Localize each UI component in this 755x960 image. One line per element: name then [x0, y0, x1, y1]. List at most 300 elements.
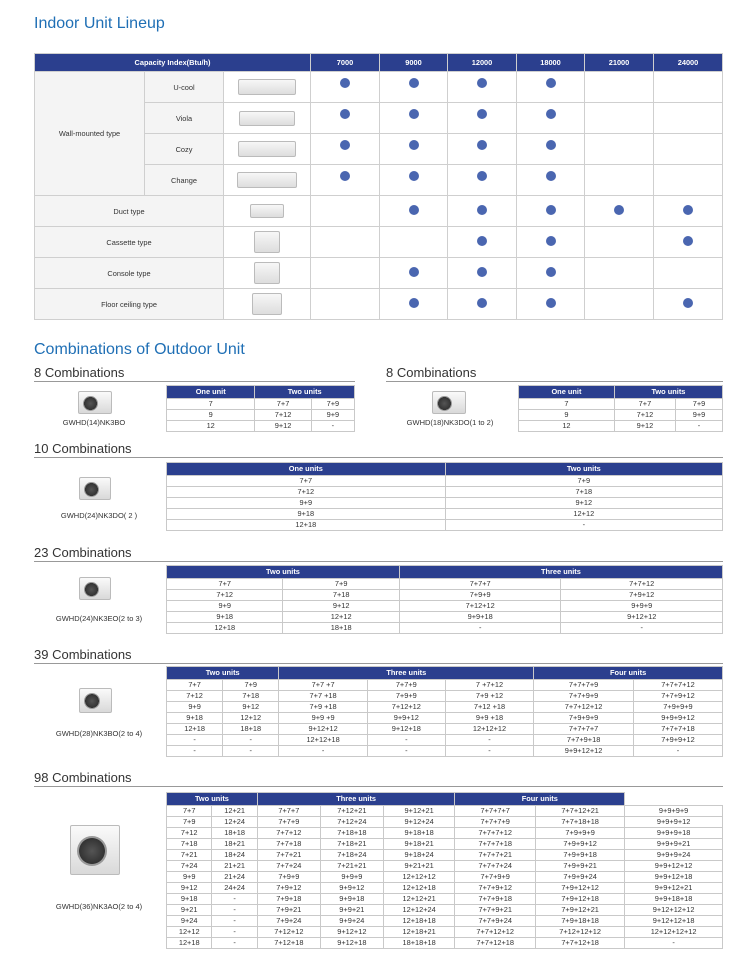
combination-cell: 7+7+7+7	[534, 724, 634, 735]
combination-cell: 9+18	[167, 612, 283, 623]
combination-cell: 12+12+12+12	[625, 927, 723, 938]
availability-cell	[585, 72, 654, 103]
availability-cell	[311, 103, 380, 134]
capacity-header: Capacity Index(Btu/h)	[35, 54, 311, 72]
table-row	[519, 421, 723, 432]
combination-cell: 9+9 +18	[445, 713, 534, 724]
combination-cell: 9+21	[167, 905, 212, 916]
capacity-9000: 9000	[380, 54, 448, 72]
table-row	[167, 520, 723, 531]
combination-cell: 7+18	[167, 839, 212, 850]
combination-cell: 9+12	[445, 498, 722, 509]
availability-cell	[585, 134, 654, 165]
group-header: Two units	[167, 793, 258, 806]
model-name: GWHD(36)NK3AO(2 to 4)	[55, 902, 143, 911]
combination-cell: 7+7+18	[257, 839, 320, 850]
group-header: Two units	[167, 667, 279, 680]
availability-cell	[517, 289, 585, 320]
combination-cell: 7+7+12	[257, 828, 320, 839]
availability-cell	[654, 258, 723, 289]
availability-cell	[585, 196, 654, 227]
combination-cell: 12+24	[212, 817, 257, 828]
combination-cell: 7+7	[167, 476, 446, 487]
available-dot-icon	[477, 140, 487, 150]
combination-cell: 7+9+18+18	[536, 916, 625, 927]
combination-cell: 7+9+24	[257, 916, 320, 927]
combination-cell: 9+12	[167, 883, 212, 894]
available-dot-icon	[546, 171, 556, 181]
availability-cell	[380, 103, 448, 134]
availability-cell	[448, 72, 517, 103]
combination-cell: 7+7+7+21	[455, 850, 536, 861]
combination-cell: 7+9	[223, 680, 279, 691]
combination-cell: 7+9 +18	[279, 702, 368, 713]
combination-cell: 9+12+12+18	[625, 916, 723, 927]
group-header: Two units	[167, 566, 400, 579]
combination-cell: 7+7+7+9	[455, 817, 536, 828]
available-dot-icon	[340, 171, 350, 181]
availability-cell	[380, 196, 448, 227]
table-row	[167, 590, 723, 601]
combination-cell: 18+18+18	[383, 938, 455, 949]
combination-cell: 7+9+9+18	[536, 850, 625, 861]
combination-cell: 7+9+9+12	[633, 735, 722, 746]
availability-cell	[448, 258, 517, 289]
combination-cell: 9+9+12+18	[625, 872, 723, 883]
combination-cell: 9+12+18	[320, 938, 383, 949]
availability-cell	[654, 196, 723, 227]
combination-cell: 7+7+7+12	[633, 680, 722, 691]
combination-cell: -	[212, 894, 257, 905]
combination-cell: 7+7+7+9	[534, 680, 634, 691]
combination-cell: -	[445, 746, 534, 757]
combination-table	[166, 565, 723, 634]
available-dot-icon	[477, 298, 487, 308]
combination-cell: 18+18	[212, 828, 257, 839]
combination-cell: 12+12	[167, 927, 212, 938]
outdoor-unit-image	[78, 391, 112, 414]
combination-cell: 7+7+18+18	[536, 817, 625, 828]
combination-cell: 7+9+9+9	[534, 713, 634, 724]
available-dot-icon	[409, 298, 419, 308]
available-dot-icon	[409, 109, 419, 119]
lineup-row	[35, 72, 723, 103]
combination-cell: 9+9+18	[399, 612, 561, 623]
combination-cell: -	[212, 938, 257, 949]
combination-cell: 9+12	[255, 421, 311, 432]
combination-cell: 9+9	[676, 410, 723, 421]
available-dot-icon	[409, 267, 419, 277]
combination-cell: 18+24	[212, 850, 257, 861]
outdoor-unit-image	[432, 391, 466, 414]
combination-cell: 7+21	[167, 850, 212, 861]
combination-cell: 18+18	[223, 724, 279, 735]
table-row	[167, 850, 723, 861]
table-row	[519, 410, 723, 421]
combination-cell: 7+7 +18	[279, 691, 368, 702]
available-dot-icon	[340, 109, 350, 119]
combination-cell: 9+9+9+12	[633, 713, 722, 724]
combination-cell: 7+7+12	[561, 579, 723, 590]
block-title: 23 Combinations	[34, 545, 132, 560]
combination-cell: 12+12+18	[279, 735, 368, 746]
table-row	[167, 691, 723, 702]
table-row	[167, 579, 723, 590]
availability-cell	[311, 289, 380, 320]
combination-cell: 9+9+12+21	[625, 883, 723, 894]
table-row	[167, 927, 723, 938]
combination-cell: 7+7	[614, 399, 675, 410]
combination-cell: 7+7+12+21	[536, 806, 625, 817]
combination-cell: 9+18+18	[383, 828, 455, 839]
availability-cell	[585, 103, 654, 134]
availability-cell	[654, 227, 723, 258]
combination-cell: 7+9+9	[257, 872, 320, 883]
group-header: One unit	[167, 386, 255, 399]
indoor-unit-lineup-table	[34, 53, 723, 320]
combination-cell: 7+7+7+18	[455, 839, 536, 850]
combination-cell: 7+7+9+24	[455, 916, 536, 927]
availability-cell	[448, 103, 517, 134]
combination-cell: 24+24	[212, 883, 257, 894]
availability-cell	[448, 289, 517, 320]
available-dot-icon	[340, 140, 350, 150]
model-name: GWHD(24)NK3DO( 2 )	[60, 511, 138, 520]
availability-cell	[585, 258, 654, 289]
table-row	[167, 601, 723, 612]
group-header: Two units	[255, 386, 355, 399]
combination-cell: 12+12+12	[383, 872, 455, 883]
combination-cell: 7+9+9+21	[536, 861, 625, 872]
lineup-row	[35, 196, 723, 227]
availability-cell	[380, 165, 448, 196]
table-row	[519, 399, 723, 410]
indoor-unit-image	[239, 111, 295, 126]
combination-cell: 7+9+12+21	[536, 905, 625, 916]
capacity-7000: 7000	[311, 54, 380, 72]
table-row	[167, 905, 723, 916]
combination-cell: 7+12	[167, 487, 446, 498]
availability-cell	[380, 289, 448, 320]
available-dot-icon	[477, 109, 487, 119]
combination-cell: 12+12+24	[383, 905, 455, 916]
combination-cell: 9+9+9+24	[625, 850, 723, 861]
combination-cell: 7+9	[311, 399, 354, 410]
combination-cell: -	[311, 421, 354, 432]
combination-cell: 7+7+7+24	[455, 861, 536, 872]
combination-cell: 7+9+12	[257, 883, 320, 894]
combination-cell: 7+18	[445, 487, 722, 498]
table-row	[167, 487, 723, 498]
combination-cell: 7+18+24	[320, 850, 383, 861]
table-row	[167, 612, 723, 623]
combination-cell: 9+12	[223, 702, 279, 713]
available-dot-icon	[683, 298, 693, 308]
availability-cell	[311, 72, 380, 103]
group-header: Four units	[534, 667, 723, 680]
combination-cell: 18+21	[212, 839, 257, 850]
unit-type-name: Floor ceiling type	[35, 289, 224, 320]
group-header: Two units	[614, 386, 722, 399]
combination-cell: 21+24	[212, 872, 257, 883]
combination-cell: 7+9+9	[399, 590, 561, 601]
outdoor-unit-image	[79, 477, 111, 500]
combination-cell: 12+18	[167, 724, 223, 735]
indoor-unit-image	[254, 231, 280, 253]
block-title: 39 Combinations	[34, 647, 132, 662]
table-row	[167, 806, 723, 817]
combination-cell: 12	[167, 421, 255, 432]
combination-cell: 7+7+7	[257, 806, 320, 817]
lineup-row	[35, 289, 723, 320]
availability-cell	[380, 227, 448, 258]
combination-cell: 9+9+12	[320, 883, 383, 894]
combination-cell: 7+7+7+18	[633, 724, 722, 735]
unit-type-name: U-cool	[145, 72, 224, 103]
combination-cell: 7+7+9+12	[455, 883, 536, 894]
combination-cell: 7+7+9	[367, 680, 445, 691]
combination-cell: 7+9+9+12	[536, 839, 625, 850]
availability-cell	[654, 289, 723, 320]
combination-cell: 7+7+9+12	[633, 691, 722, 702]
capacity-21000: 21000	[585, 54, 654, 72]
combination-cell: 9+9+12	[367, 713, 445, 724]
combination-cell: -	[399, 623, 561, 634]
block-title: 8 Combinations	[386, 365, 477, 380]
combination-cell: 9	[167, 410, 255, 421]
combination-cell: 7+21+21	[320, 861, 383, 872]
availability-cell	[654, 134, 723, 165]
availability-cell	[448, 134, 517, 165]
available-dot-icon	[683, 236, 693, 246]
combination-cell: 9+9+21	[320, 905, 383, 916]
availability-cell	[311, 258, 380, 289]
availability-cell	[517, 72, 585, 103]
combination-cell: 7+12+12+12	[536, 927, 625, 938]
combination-cell: -	[633, 746, 722, 757]
unit-type-name: Duct type	[35, 196, 224, 227]
unit-type-name: Console type	[35, 258, 224, 289]
combination-cell: 7+12+24	[320, 817, 383, 828]
combination-cell: -	[167, 735, 223, 746]
combination-cell: 18+18	[283, 623, 399, 634]
group-header: Four units	[455, 793, 625, 806]
availability-cell	[517, 227, 585, 258]
combination-table	[166, 462, 723, 531]
table-row	[167, 839, 723, 850]
available-dot-icon	[546, 298, 556, 308]
page-title: Indoor Unit Lineup	[34, 15, 165, 32]
table-row	[167, 916, 723, 927]
table-row	[167, 498, 723, 509]
indoor-unit-image	[237, 172, 297, 188]
combination-cell: 7+12+12	[367, 702, 445, 713]
combination-cell: 12+18	[167, 520, 446, 531]
combination-cell: 9+9+9+18	[625, 828, 723, 839]
capacity-18000: 18000	[517, 54, 585, 72]
available-dot-icon	[477, 171, 487, 181]
available-dot-icon	[477, 236, 487, 246]
combination-cell: 7+7+12+18	[536, 938, 625, 949]
combination-cell: 9+9 +9	[279, 713, 368, 724]
combination-cell: 7+12	[255, 410, 311, 421]
combination-cell: 7 +7+12	[445, 680, 534, 691]
table-row	[167, 476, 723, 487]
available-dot-icon	[409, 140, 419, 150]
combination-cell: 12+12	[283, 612, 399, 623]
availability-cell	[380, 134, 448, 165]
table-row	[167, 883, 723, 894]
combination-cell: 9+9	[167, 601, 283, 612]
combination-cell: 7+7	[167, 579, 283, 590]
table-row	[167, 713, 723, 724]
available-dot-icon	[340, 78, 350, 88]
model-name: GWHD(14)NK3BO	[62, 418, 126, 427]
combination-cell: 9+9	[167, 872, 212, 883]
lineup-row	[35, 258, 723, 289]
combination-cell: 7+9+12	[561, 590, 723, 601]
outdoor-unit-image	[70, 825, 120, 875]
combination-cell: 7+7+9	[257, 817, 320, 828]
group-header: Three units	[279, 667, 534, 680]
combination-cell: 7+9+12+18	[536, 894, 625, 905]
availability-cell	[517, 196, 585, 227]
combination-cell: -	[445, 735, 534, 746]
unit-type-name: Change	[145, 165, 224, 196]
combination-cell: 12+18+21	[383, 927, 455, 938]
block-title: 8 Combinations	[34, 365, 125, 380]
combination-table	[166, 666, 723, 757]
combination-cell: 9+18	[167, 509, 446, 520]
combination-table	[518, 385, 723, 432]
combination-cell: 7+9+9+9	[633, 702, 722, 713]
available-dot-icon	[546, 140, 556, 150]
combination-cell: 7+9	[167, 817, 212, 828]
group-header: One unit	[519, 386, 615, 399]
combination-cell: 9+12+12+12	[625, 905, 723, 916]
table-row	[167, 680, 723, 691]
combination-cell: 9+9+9	[320, 872, 383, 883]
availability-cell	[585, 165, 654, 196]
availability-cell	[448, 227, 517, 258]
combination-cell: 12+18+18	[383, 916, 455, 927]
combination-cell: -	[212, 927, 257, 938]
combination-cell: 7+7+9+18	[455, 894, 536, 905]
combination-cell: 7+7+9+9	[534, 691, 634, 702]
availability-cell	[585, 227, 654, 258]
combination-cell: 9+9	[311, 410, 354, 421]
combination-cell: 9+9+9	[561, 601, 723, 612]
combination-cell: 7+7+21	[257, 850, 320, 861]
combination-cell: -	[167, 746, 223, 757]
combination-table	[166, 385, 355, 432]
combination-cell: 12+12+21	[383, 894, 455, 905]
combination-cell: 7+7+9+18	[534, 735, 634, 746]
combination-cell: 9+12+18	[367, 724, 445, 735]
combination-cell: 9+12+24	[383, 817, 455, 828]
combination-cell: -	[279, 746, 368, 757]
combination-cell: 7+12	[167, 590, 283, 601]
combination-cell: 9+12+21	[383, 806, 455, 817]
available-dot-icon	[409, 205, 419, 215]
table-row	[167, 735, 723, 746]
table-row	[167, 399, 355, 410]
table-row	[167, 828, 723, 839]
combination-cell: 9+9+9+9	[625, 806, 723, 817]
available-dot-icon	[409, 171, 419, 181]
combination-cell: -	[676, 421, 723, 432]
group-header: Three units	[399, 566, 722, 579]
availability-cell	[517, 103, 585, 134]
combination-cell: 7+18+18	[320, 828, 383, 839]
group-header: Two units	[445, 463, 722, 476]
combination-cell: 7+7+12+12	[534, 702, 634, 713]
combination-cell: 7+12 +18	[445, 702, 534, 713]
lineup-row	[35, 227, 723, 258]
combination-cell: 7+9	[676, 399, 723, 410]
combination-cell: 12+12+12	[445, 724, 534, 735]
combination-cell: 7	[167, 399, 255, 410]
combination-cell: 9+9+24	[320, 916, 383, 927]
available-dot-icon	[477, 267, 487, 277]
available-dot-icon	[546, 267, 556, 277]
combination-cell: -	[212, 905, 257, 916]
availability-cell	[654, 103, 723, 134]
availability-cell	[311, 165, 380, 196]
available-dot-icon	[546, 78, 556, 88]
indoor-unit-image	[238, 79, 296, 95]
combination-cell: 9+9	[167, 702, 223, 713]
availability-cell	[448, 196, 517, 227]
table-row	[167, 938, 723, 949]
available-dot-icon	[546, 236, 556, 246]
combination-cell: 7+24	[167, 861, 212, 872]
combination-cell: 7+9	[445, 476, 722, 487]
combination-cell: -	[561, 623, 723, 634]
combination-cell: 9+12	[614, 421, 675, 432]
combination-cell: 7+9+9+9	[536, 828, 625, 839]
combination-cell: -	[445, 520, 722, 531]
combination-cell: 9+12+12	[279, 724, 368, 735]
combination-cell: 7+7+7+12	[455, 828, 536, 839]
table-row	[167, 410, 355, 421]
combination-table	[166, 792, 723, 949]
combination-cell: 7+12	[614, 410, 675, 421]
combination-cell: -	[223, 735, 279, 746]
indoor-unit-image	[254, 262, 280, 284]
combination-cell: 12+12+18	[383, 883, 455, 894]
combination-cell: 7+7	[167, 806, 212, 817]
combinations-title: Combinations of Outdoor Unit	[34, 341, 245, 358]
combination-cell: 7+12+12	[257, 927, 320, 938]
combination-cell: 9+18	[167, 713, 223, 724]
combination-cell: 7+9+9+24	[536, 872, 625, 883]
unit-type-name: Cozy	[145, 134, 224, 165]
combination-cell: 7+9+9	[367, 691, 445, 702]
combination-cell: 12+12	[445, 509, 722, 520]
combination-cell: 12+18	[167, 623, 283, 634]
outdoor-unit-image	[79, 688, 112, 713]
outdoor-unit-image	[79, 577, 111, 600]
group-header: Three units	[257, 793, 455, 806]
combination-cell: -	[367, 746, 445, 757]
combination-cell: 9+12+12	[561, 612, 723, 623]
availability-cell	[517, 134, 585, 165]
table-row	[167, 861, 723, 872]
combination-cell: 7	[519, 399, 615, 410]
table-row	[167, 872, 723, 883]
table-row	[167, 817, 723, 828]
